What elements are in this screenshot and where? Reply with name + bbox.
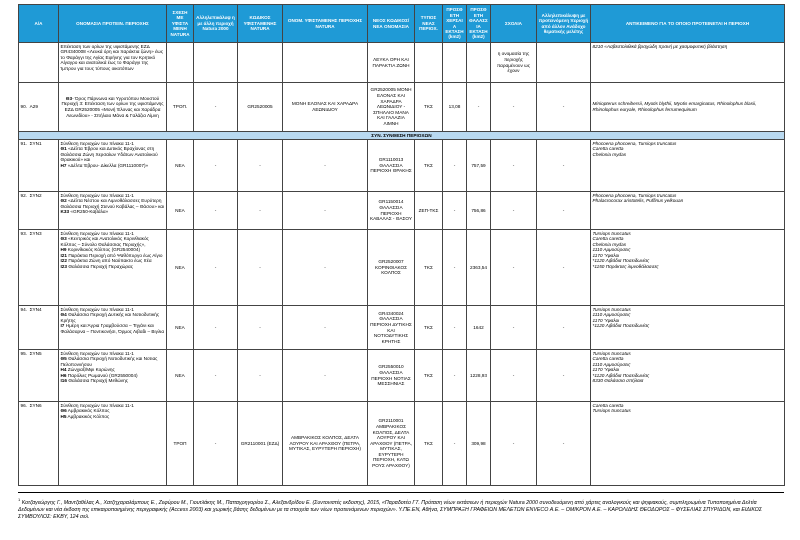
cell-object: 8210 «Ασβεστολιθικά βραχώδη πρανή με χασμοφυτική βλάστηση <box>591 43 785 83</box>
cell-object: Phocoena phocoena, Tursiops truncatus Phalacrocorax aristotelis, Puffinus yelkouan <box>591 192 785 230</box>
cell-overlap: - <box>194 140 238 192</box>
column-header: ΟΝΟΜΑΣΙΑ ΠΡΟΤΕΙΝ. ΠΕΡΙΟΧΗΣ <box>59 5 167 43</box>
cell-sea-area: 2363,54 <box>467 230 491 306</box>
cell-comments: - <box>491 230 537 306</box>
cell-new-code: GR2110001 ΑΜΒΡΑΚΙΚΟΣ ΚΟΛΠΟΣ, ΔΕΛΤΑ ΛΟΥΡΟΥ ΚΑΙ ΑΡΑΧΘΟΥ (ΠΕΤΡΑ, ΜΥΤΙΚΑΣ, ΕΥΡΥΤΕΡΗ ΠΕΡΙΟΧΗ, ΚΑΤΩ ΡΟΥΣ ΑΡΑΧΘΟΥ) <box>368 402 415 486</box>
column-header: ΣΧΕΣΗ ΜΕ ΥΦΙΣΤΑ ΜΕΝΗ NATURA <box>167 5 194 43</box>
cell-comments: - <box>491 350 537 402</box>
table-row <box>19 43 785 83</box>
cell-existing-name: - <box>283 192 368 230</box>
cell-num: 92. ΣΥΝ2 <box>19 192 59 230</box>
cell-other-overlap: - <box>537 192 591 230</box>
table-row <box>19 230 785 306</box>
cell-sea-area: 757,59 <box>467 140 491 192</box>
cell-type: ΤΚΣ <box>415 230 443 306</box>
cell-new-code: GR1110013 ΘΑΛΑΣΣΙΑ ΠΕΡΙΟΧΗ ΘΡΑΚΗΣ <box>368 140 415 192</box>
cell-existing-name: - <box>283 140 368 192</box>
cell-new-code: GR4340024 ΘΑΛΑΣΣΙΑ ΠΕΡΙΟΧΗ ΔΥΤΙΚΗΣ ΚΑΙ ΝΟΤΙΟΔΥΤΙΚΗΣ ΚΡΗΤΗΣ <box>368 306 415 350</box>
cell-existing-code: GR2110001 (ΕΖΔ) <box>238 402 283 486</box>
cell-relation: ΝΕΑ <box>167 140 194 192</box>
cell-new-code: GR2520007 ΚΟΡΙΝΘΙΑΚΟΣ ΚΟΛΠΟΣ <box>368 230 415 306</box>
cell-existing-code: - <box>238 306 283 350</box>
cell-other-overlap: - <box>537 350 591 402</box>
cell-other-overlap: - <box>537 230 591 306</box>
cell-sea-area: 309,98 <box>467 402 491 486</box>
column-header: ΣΧΟΛΙΑ <box>491 5 537 43</box>
cell-existing-name: - <box>283 350 368 402</box>
cell-existing-code: - <box>238 192 283 230</box>
cell-name: Επέκταση των ορίων της υφιστάμενης ΕΖΔ GR4340008 «Λευκά όρη και παράκτια ζώνη» έως το Φαράγγι της Αγίας Ειρήνης για τον Κρητικό Αίγαγρο και ανατολικά έως το Φαράγγι της Ίμπρου για τους τύπους οικοτόπων <box>59 43 167 83</box>
cell-name: Σύνθεση περιοχών του πίνακα 11-1 Θ5 Θαλάσσια Περιοχή Νοτιοδυτικής και Νοτιας Πελοποννήσου Η4 Ζώνχιαξ/Μφι Κορώνης Η6 Παρόλιες Ρωμανού (GR2550004) Ι16 Θαλάσσια Περιοχή Μεθώνης <box>59 350 167 402</box>
cell-object: Tursiops truncatus Caretta caretta 1110 Αμμοσύρσεις 1170 Ύφαλοι *1120 Λιβάδια Ποσειδωνίας 8330 Θαλάσσια σπήλαια <box>591 350 785 402</box>
cell-comments: - <box>491 306 537 350</box>
cell-new-code: GR1150014 ΘΑΛΑΣΣΙΑ ΠΕΡΙΟΧΗ ΚΑΒΑΛΑΣ - ΘΑΣΟΥ <box>368 192 415 230</box>
cell-comments: - <box>491 402 537 486</box>
cell-existing-name: ΑΜΒΡΑΚΙΚΟΣ ΚΟΛΠΟΣ, ΔΕΛΤΑ ΛΟΥΡΟΥ ΚΑΙ ΑΡΑΧΘΟΥ (ΠΕΤΡΑ, ΜΥΤΙΚΑΣ, ΕΥΡΥΤΕΡΗ ΠΕΡΙΟΧΗ) <box>283 402 368 486</box>
table-row <box>19 306 785 350</box>
cell-name: Σύνθεση περιοχών του πίνακα 11-1 Θ4 Θαλάσσια Περιοχή Δυτικής και Νοτιοδυτικής Κρήτης Ι7 Ημέρη και Άγρια Γραμβούσσα – Τηγάνι και Φαλάσαρνα – Ποντικονήσι, Όρμος Λιβαδι – Βιγλια <box>59 306 167 350</box>
table-header-row <box>19 5 785 43</box>
section-header-row <box>19 132 785 140</box>
column-header: ΑΝΤΙΚΕΙΜΕΝΟ ΓΙΑ ΤΟ ΟΠΟΙΟ ΠΡΟΤΕΙΝΕΤΑΙ Η ΠΕΡΙΟΧΗ <box>591 5 785 43</box>
cell-land-area: - <box>443 140 467 192</box>
cell-type: ΤΚΣ <box>415 140 443 192</box>
cell-type: ΤΚΣ <box>415 402 443 486</box>
column-header: ΟΝΟΜ. ΥΦΙΣΤΑΜΕΝΗΣ ΠΕΡΙΟΧΗΣ NATURA <box>283 5 368 43</box>
cell-existing-code: - <box>238 140 283 192</box>
cell-comments: - <box>491 140 537 192</box>
column-header: ΠΡΟΣΘ ΕΤΗ ΧΕΡΣΑΙ Α ΕΚΤΑΣΗ (km2) <box>443 5 467 43</box>
cell-overlap: - <box>194 192 238 230</box>
table-body <box>19 43 785 486</box>
column-header: ΠΡΟΣΘ ΕΤΗ ΘΑΛΑΣΣ ΙΑ ΕΚΤΑΣΗ (km2) <box>467 5 491 43</box>
cell-name: Σύνθεση περιοχών του πίνακα 11-1 Θ2 «Δέλτα Νέστου και Λιμνοθάλασσες Ευρύτερη Θαλάσσια Περιοχή Στενού Καβάλας – Θάσου» και Κ33 «GR250-Καβάλα» <box>59 192 167 230</box>
cell-comments: η ονομασία της περιοχής παραμένουν ως έχουν <box>491 43 537 83</box>
cell-new-code: GR2550010 ΘΑΛΑΣΣΙΑ ΠΕΡΙΟΧΗ ΝΟΤΙΑΣ ΜΕΣΣΗΝΙΑΣ <box>368 350 415 402</box>
column-header: Αλληλεπικάλυψ η με άλλη περιοχή Natura 2000 <box>194 5 238 43</box>
cell-sea-area: 1642 <box>467 306 491 350</box>
cell-object: Phocoena phocoena, Tursiops truncatus Caretta caretta Chelonia mydas <box>591 140 785 192</box>
cell-num: 94. ΣΥΝ4 <box>19 306 59 350</box>
document-page <box>18 4 784 486</box>
cell-num <box>19 43 59 83</box>
cell-overlap: - <box>194 230 238 306</box>
table-row <box>19 192 785 230</box>
cell-object: Caretta caretta Tursiops truncatus <box>591 402 785 486</box>
cell-num: 95. ΣΥΝ5 <box>19 350 59 402</box>
cell-overlap: - <box>194 306 238 350</box>
cell-existing-code: - <box>238 350 283 402</box>
table-row: 90. Α29 Θ3- Όρος Πάρνωνα και Υγροτόπου Μουστού Περιοχή 3: Επέκταση των ορίων της υφιστάμενης ΕΖΔ GR2520005 «Μονή Έλονας και Χαράδρα Λεωνιδίου» - Σπήλαιο Μάνα & Γαλάζια Λίμνη ΤΡΟΠ. - GR2520005 ΜΟΝΗ ΕΛΟΝΑΣ ΚΑΙ ΧΑΡΑΔΡΑ ΛΕΩΝΙΔΙΟΥ GR2520005 ΜΟΝΗ ΕΛΟΝΑΣ ΚΑΙ ΧΑΡΑΔΡΑ ΛΕΩΝΙΔΙΟΥ - ΣΠΗΛΑΙΟ ΜΑΝΑ ΚΑΙ ΓΑΛΑΖΙΑ ΛΙΜΝΗ ΤΚΣ 13,08 - - - Miniopterus schreibersii, Myotis blythii, Myotis emarginatus, Rhinolophus blasii, Rhinolophus euryale, Rhinolophus ferrumequinum <box>19 83 785 132</box>
cell-land-area: - <box>443 350 467 402</box>
cell-object: Tursiops truncatus Caretta caretta Chelonia mydas 1110 Αμμοσύρσεις 1170 Ύφαλοι *1120 Λιβάδια Ποσειδωνίας *1150 Παράκτιες λιμνοθάλασσες <box>591 230 785 306</box>
cell-other-overlap: - <box>537 402 591 486</box>
cell-new-code: ΛΕΥΚΑ ΟΡΗ ΚΑΙ ΠΑΡΑΚΤΙΑ ΖΩΝΗ <box>368 43 415 83</box>
cell-land-area: - <box>443 192 467 230</box>
cell-name: Σύνθεση περιοχών του πίνακα 11-1 Θ1 «Δέλτα Έβρου και Δυτικός Βραχίονας στη Θαλάσσια Ζώνη Χερσαίων Υδάτων Ανατολικού Θρακικού» και Η7 «Δέλτα Έβρου- Δίκελλα (GR1110007)» <box>59 140 167 192</box>
cell-name: Θ3- Όρος Πάρνωνα και Υγροτόπου Μουστού Περιοχή 3: Επέκταση των ορίων της υφιστάμενης ΕΖΔ GR2520005 «Μονή Έλονας και Χαράδρα Λεωνιδίου» - Σπήλαιο Μάνα & Γαλάζια Λίμνη <box>59 83 167 132</box>
cell-name: Σύνθεση περιοχών του πίνακα 11-1 Θ6 Αμβρακικός Κόλπος Η5 Αμβρακικός Κόλπος <box>59 402 167 486</box>
cell-object: Tursiops truncatus 1110 Αμμοσύρσεις 1170 Ύφαλοι *1120 Λιβάδια Ποσειδωνίας <box>591 306 785 350</box>
cell-comments: - <box>491 192 537 230</box>
cell-other-overlap: - <box>537 140 591 192</box>
cell-relation: ΝΕΑ <box>167 230 194 306</box>
cell-name: Σύνθεση περιοχών του πίνακα 11-1 Θ3 «Κεντρικός και Ανατολικός Κορινθιακός Κόλπος – Σύνολο Θαλάσσιας Περιοχής», Η9 Κορινθιακός Κόλπος (GR2540004) Ι21 Παράκτια Περιοχή από Ψαθόπυργο έως Αίγιο Ι22 Παράκτια Ζώνη από Ναύπακτο έως Ιτέα Ι23 Θαλάσσια Περιοχή Περαχώρας <box>59 230 167 306</box>
cell-existing-name: - <box>283 306 368 350</box>
cell-land-area: - <box>443 402 467 486</box>
cell-num: 96. ΣΥΝ6 <box>19 402 59 486</box>
cell-relation: ΝΕΑ <box>167 192 194 230</box>
proposed-areas-table <box>18 4 785 486</box>
cell-existing-name: - <box>283 230 368 306</box>
cell-num: 91. ΣΥΝ1 <box>19 140 59 192</box>
cell-land-area: - <box>443 306 467 350</box>
cell-overlap: - <box>194 350 238 402</box>
column-header: ΝΕΟΣ ΚΩΔΙΚΟΣ/ ΝΕΑ ΟΝΟΜΑΣΙΑ <box>368 5 415 43</box>
cell-relation: ΝΕΑ <box>167 350 194 402</box>
cell-type: ΤΚΣ <box>415 350 443 402</box>
column-header: Αλληλεπικάλυψη με προτεινόμενη περιοχή από άλλον Ανάδοχο θεματικής μελέτης <box>537 5 591 43</box>
cell-type: ΤΚΣ <box>415 306 443 350</box>
cell-sea-area: 756,86 <box>467 192 491 230</box>
cell-relation: ΝΕΑ <box>167 306 194 350</box>
cell-sea-area: 1228,93 <box>467 350 491 402</box>
cell-existing-code: - <box>238 230 283 306</box>
cell-overlap: - <box>194 402 238 486</box>
column-header: ΤΥΠΟΣ ΝΕΑΣ ΠΕΡΙΟΧ. <box>415 5 443 43</box>
footnote: $^1$ Κοτζαγεώργης Γ., Μαντζαθέλας Α., Χατζηχαραλάμπους Ε., Ζεφύρου Μ., Γιουτλάκης Μ., Παπαγρηγορίου Σ., Αλεξανδρίδου Ε. (Συντονιστές εκδοσης), 2015, «Παραδοτέο Γ7. Πρόταση νέων εκτάσεων ή περιοχών Natura 2000 συνοδευόμενη από χάρτες αναλογικούς και ψηφιακούς, συμπληρωμένα Τυποποιημένα Δελτία Δεδομένων και νέα έκδοση της επικαιροποιημένης περιγραφικής (Access 2003) και χωρικής βάσης δεδομένων με τα στοιχεία των νέων προτεινόμενων περιοχών». Υ.ΠΕ.ΕΝ, Αθήνα, ΣΥΜΠΡΑΞΗ ΓΡΑΦΕΙΩΝ ΜΕΛΕΤΩΝ ENVECO Α.Ε. – ΟΜΙΚΡΟΝ Α.Ε. – ΚΑΡΟΛΙΔΗΣ ΘΕΟΔΩΡΟΣ – ΦΥΣΕΛΙΑΣ ΣΠΥΡΙΔΩΝ, και ΕΙΔΙΚΟΣ ΣΥΜΒΟΥΛΟΣ: ΕΚΒΥ, 124 σελ. <box>18 492 784 521</box>
cell-other-overlap: - <box>537 306 591 350</box>
table-row <box>19 140 785 192</box>
column-header: Α/Α <box>19 5 59 43</box>
cell-land-area: - <box>443 230 467 306</box>
cell-num: 90. Α29 <box>19 83 59 132</box>
section-title: ΣΥΝ. ΣΥΝΘΕΣΗ ΠΕΡΙΟΧΩΝ <box>19 132 785 140</box>
cell-num: 93. ΣΥΝ3 <box>19 230 59 306</box>
cell-type: ΖΕΠ-ΤΚΣ <box>415 192 443 230</box>
cell-relation: ΤΡΟΠ <box>167 402 194 486</box>
column-header: ΚΩΔΙΚΟΣ ΥΦΙΣΤΑΜΕΝΗΣ NATURA <box>238 5 283 43</box>
table-row <box>19 402 785 486</box>
table-row <box>19 350 785 402</box>
